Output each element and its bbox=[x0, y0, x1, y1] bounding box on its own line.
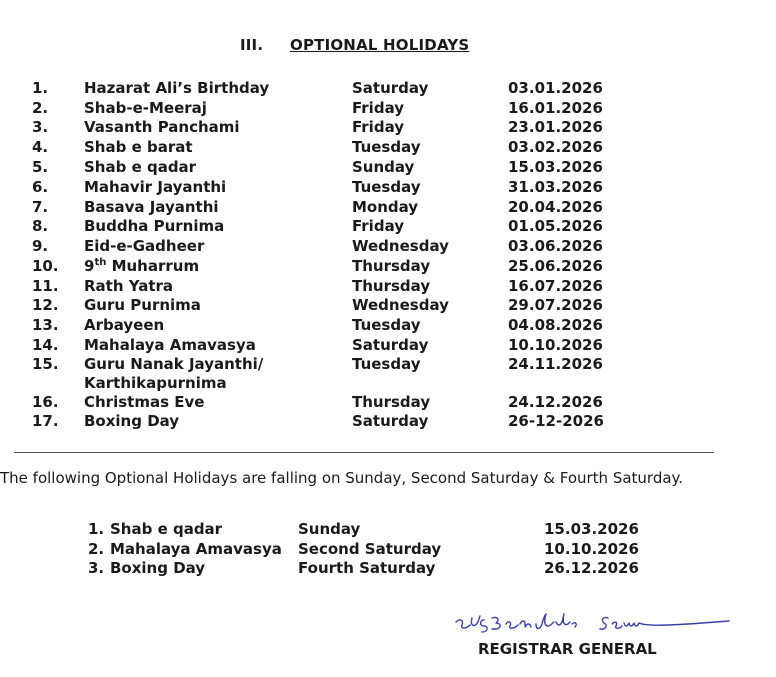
holiday-date: 16.01.2026 bbox=[508, 99, 603, 117]
holiday-name: Rath Yatra bbox=[84, 277, 174, 295]
holiday-number: 5. bbox=[32, 158, 49, 176]
item-number: 2. bbox=[88, 540, 105, 558]
holiday-number: 14. bbox=[32, 336, 59, 354]
holiday-row bbox=[0, 158, 776, 178]
holiday-number: 13. bbox=[32, 316, 59, 334]
holiday-date: 25.06.2026 bbox=[508, 257, 603, 275]
item-name: Mahalaya Amavasya bbox=[110, 540, 282, 558]
holiday-day: Monday bbox=[352, 198, 419, 216]
holiday-row bbox=[0, 118, 776, 138]
holiday-date: 20.04.2026 bbox=[508, 198, 603, 216]
sunday-holiday-row bbox=[0, 559, 776, 579]
holiday-day: Thursday bbox=[352, 257, 431, 275]
holiday-number: 1. bbox=[32, 79, 49, 97]
holiday-day: Sunday bbox=[352, 158, 415, 176]
holiday-date: 16.07.2026 bbox=[508, 277, 603, 295]
holiday-day: Friday bbox=[352, 99, 405, 117]
holiday-date: 04.08.2026 bbox=[508, 316, 603, 334]
holiday-name: Vasanth Panchami bbox=[84, 118, 240, 136]
holiday-name: Guru Nanak Jayanthi/ bbox=[84, 355, 264, 373]
holiday-row bbox=[0, 412, 776, 432]
item-date: 26.12.2026 bbox=[544, 559, 639, 577]
holiday-number: 11. bbox=[32, 277, 59, 295]
signatory-title: REGISTRAR GENERAL bbox=[478, 640, 657, 658]
holiday-row bbox=[0, 237, 776, 257]
holiday-day: Tuesday bbox=[352, 316, 421, 334]
holiday-row bbox=[0, 138, 776, 158]
holiday-number: 16. bbox=[32, 393, 59, 411]
holiday-name: Buddha Purnima bbox=[84, 217, 225, 235]
holiday-day: Saturday bbox=[352, 412, 429, 430]
holiday-number: 3. bbox=[32, 118, 49, 136]
holiday-row bbox=[0, 336, 776, 356]
holiday-date: 01.05.2026 bbox=[508, 217, 603, 235]
holiday-date: 03.01.2026 bbox=[508, 79, 603, 97]
divider bbox=[14, 452, 714, 453]
holiday-day: Thursday bbox=[352, 277, 431, 295]
holiday-row bbox=[0, 296, 776, 316]
holiday-number: 7. bbox=[32, 198, 49, 216]
holiday-row bbox=[0, 178, 776, 198]
item-number: 3. bbox=[88, 559, 105, 577]
holiday-row bbox=[0, 99, 776, 119]
holiday-day: Wednesday bbox=[352, 237, 449, 255]
sunday-holiday-row bbox=[0, 520, 776, 540]
item-day: Second Saturday bbox=[298, 540, 442, 558]
holiday-name-continued: Karthikapurnima bbox=[84, 374, 227, 392]
holiday-day: Saturday bbox=[352, 336, 429, 354]
holiday-date: 24.12.2026 bbox=[508, 393, 603, 411]
holiday-number: 10. bbox=[32, 257, 59, 275]
holiday-row bbox=[0, 198, 776, 218]
holiday-day: Thursday bbox=[352, 393, 431, 411]
holiday-day: Tuesday bbox=[352, 178, 421, 196]
holiday-number: 4. bbox=[32, 138, 49, 156]
holiday-number: 6. bbox=[32, 178, 49, 196]
item-date: 10.10.2026 bbox=[544, 540, 639, 558]
holiday-date: 15.03.2026 bbox=[508, 158, 603, 176]
holiday-name: Mahalaya Amavasya bbox=[84, 336, 256, 354]
holiday-row bbox=[0, 316, 776, 336]
holiday-number: 8. bbox=[32, 217, 49, 235]
holiday-name: Mahavir Jayanthi bbox=[84, 178, 227, 196]
holiday-day: Friday bbox=[352, 118, 405, 136]
holiday-date: 29.07.2026 bbox=[508, 296, 603, 314]
holiday-row bbox=[0, 257, 776, 277]
holiday-name: Boxing Day bbox=[84, 412, 180, 430]
item-name: Shab e qadar bbox=[110, 520, 223, 538]
holiday-name: Shab-e-Meeraj bbox=[84, 99, 207, 117]
holiday-day: Saturday bbox=[352, 79, 429, 97]
item-date: 15.03.2026 bbox=[544, 520, 639, 538]
holiday-date: 03.06.2026 bbox=[508, 237, 603, 255]
holiday-date: 23.01.2026 bbox=[508, 118, 603, 136]
holiday-day: Tuesday bbox=[352, 355, 421, 373]
holiday-row bbox=[0, 277, 776, 297]
holiday-name: Shab e qadar bbox=[84, 158, 197, 176]
holiday-date: 10.10.2026 bbox=[508, 336, 603, 354]
holiday-number: 15. bbox=[32, 355, 59, 373]
section-title: OPTIONAL HOLIDAYS bbox=[290, 36, 470, 54]
item-name: Boxing Day bbox=[110, 559, 206, 577]
holiday-number: 2. bbox=[32, 99, 49, 117]
holiday-row bbox=[0, 217, 776, 237]
holiday-name: Hazarat Ali’s Birthday bbox=[84, 79, 270, 97]
holiday-name: Eid-e-Gadheer bbox=[84, 237, 205, 255]
holiday-row bbox=[0, 355, 776, 392]
holiday-number: 12. bbox=[32, 296, 59, 314]
holiday-name: Guru Purnima bbox=[84, 296, 201, 314]
holiday-name: Arbayeen bbox=[84, 316, 165, 334]
holiday-number: 17. bbox=[32, 412, 59, 430]
section-number: III. bbox=[240, 36, 264, 54]
holiday-name: Basava Jayanthi bbox=[84, 198, 219, 216]
holiday-date: 31.03.2026 bbox=[508, 178, 603, 196]
sunday-holiday-row bbox=[0, 540, 776, 560]
holiday-row bbox=[0, 393, 776, 413]
holiday-day: Friday bbox=[352, 217, 405, 235]
note-text: The following Optional Holidays are falling on Sunday, Second Saturday & Fourth Saturday. bbox=[0, 469, 684, 487]
holiday-date: 26-12-2026 bbox=[508, 412, 604, 430]
holiday-day: Tuesday bbox=[352, 138, 421, 156]
holiday-date: 03.02.2026 bbox=[508, 138, 603, 156]
item-number: 1. bbox=[88, 520, 105, 538]
holiday-number: 9. bbox=[32, 237, 49, 255]
holiday-date: 24.11.2026 bbox=[508, 355, 603, 373]
holiday-name: Shab e barat bbox=[84, 138, 193, 156]
holiday-row bbox=[0, 79, 776, 99]
holiday-name: Christmas Eve bbox=[84, 393, 205, 411]
holiday-day: Wednesday bbox=[352, 296, 449, 314]
item-day: Sunday bbox=[298, 520, 361, 538]
item-day: Fourth Saturday bbox=[298, 559, 436, 577]
holiday-name: 9th Muharrum bbox=[84, 257, 200, 275]
